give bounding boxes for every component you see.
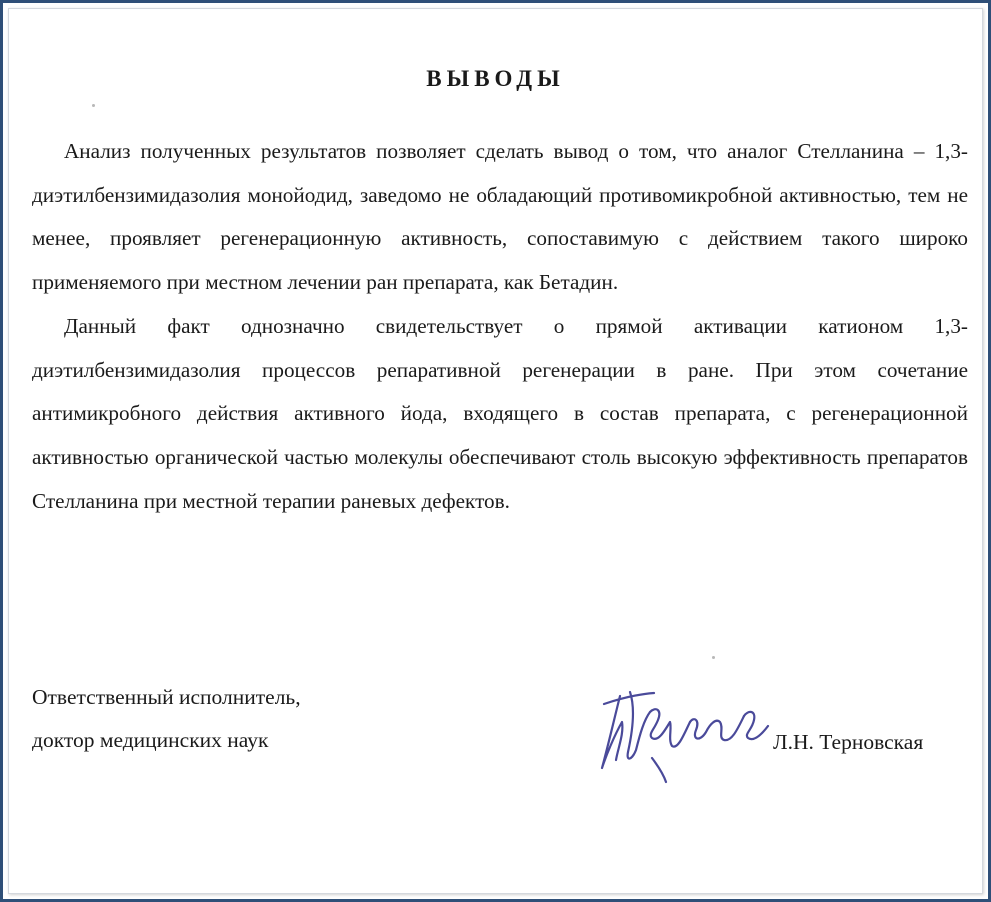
document-body	[32, 130, 968, 523]
signature-stroke	[744, 712, 768, 739]
signature-stroke	[602, 696, 622, 768]
signatory-role	[32, 676, 301, 762]
scan-speck	[92, 104, 95, 107]
signature-stroke	[650, 709, 690, 746]
document-title: ВЫВОДЫ	[426, 66, 565, 91]
signatory-name: Л.Н. Терновская	[773, 730, 924, 754]
handwritten-signature	[592, 676, 777, 786]
paragraph-1: Анализ полученных результатов позволяет сделать вывод о том, что аналог Стелланина – 1,3-диэтилбензимидазолия монойодид, заведомо не обладающий противомикробной активностью, тем не менее, проявляет регенерационную активность, сопоставимую с действием такого широко применяемого при местном лечении ран препарата, как Бетадин.	[32, 139, 968, 295]
signature-stroke	[652, 758, 666, 782]
scan-speck	[712, 656, 715, 659]
paragraph-2: Данный факт однозначно свидетельствует о прямой активации катионом 1,3-диэтилбензимидазолия процессов репаративной регенерации в ране. При этом сочетание антимикробного действия активного йода, входящего в состав препарата, с регенерационной активностью органической частью молекулы обеспечивают столь высокую эффективность препаратов Стелланина при местной терапии раневых дефектов.	[32, 313, 968, 513]
signatory-role-line-1: Ответственный исполнитель,	[32, 685, 301, 709]
signature-stroke	[690, 716, 744, 740]
signature-stroke	[628, 692, 650, 759]
signatory-role-line-2: доктор медицинских наук	[32, 728, 269, 752]
signature-stroke	[604, 693, 654, 704]
